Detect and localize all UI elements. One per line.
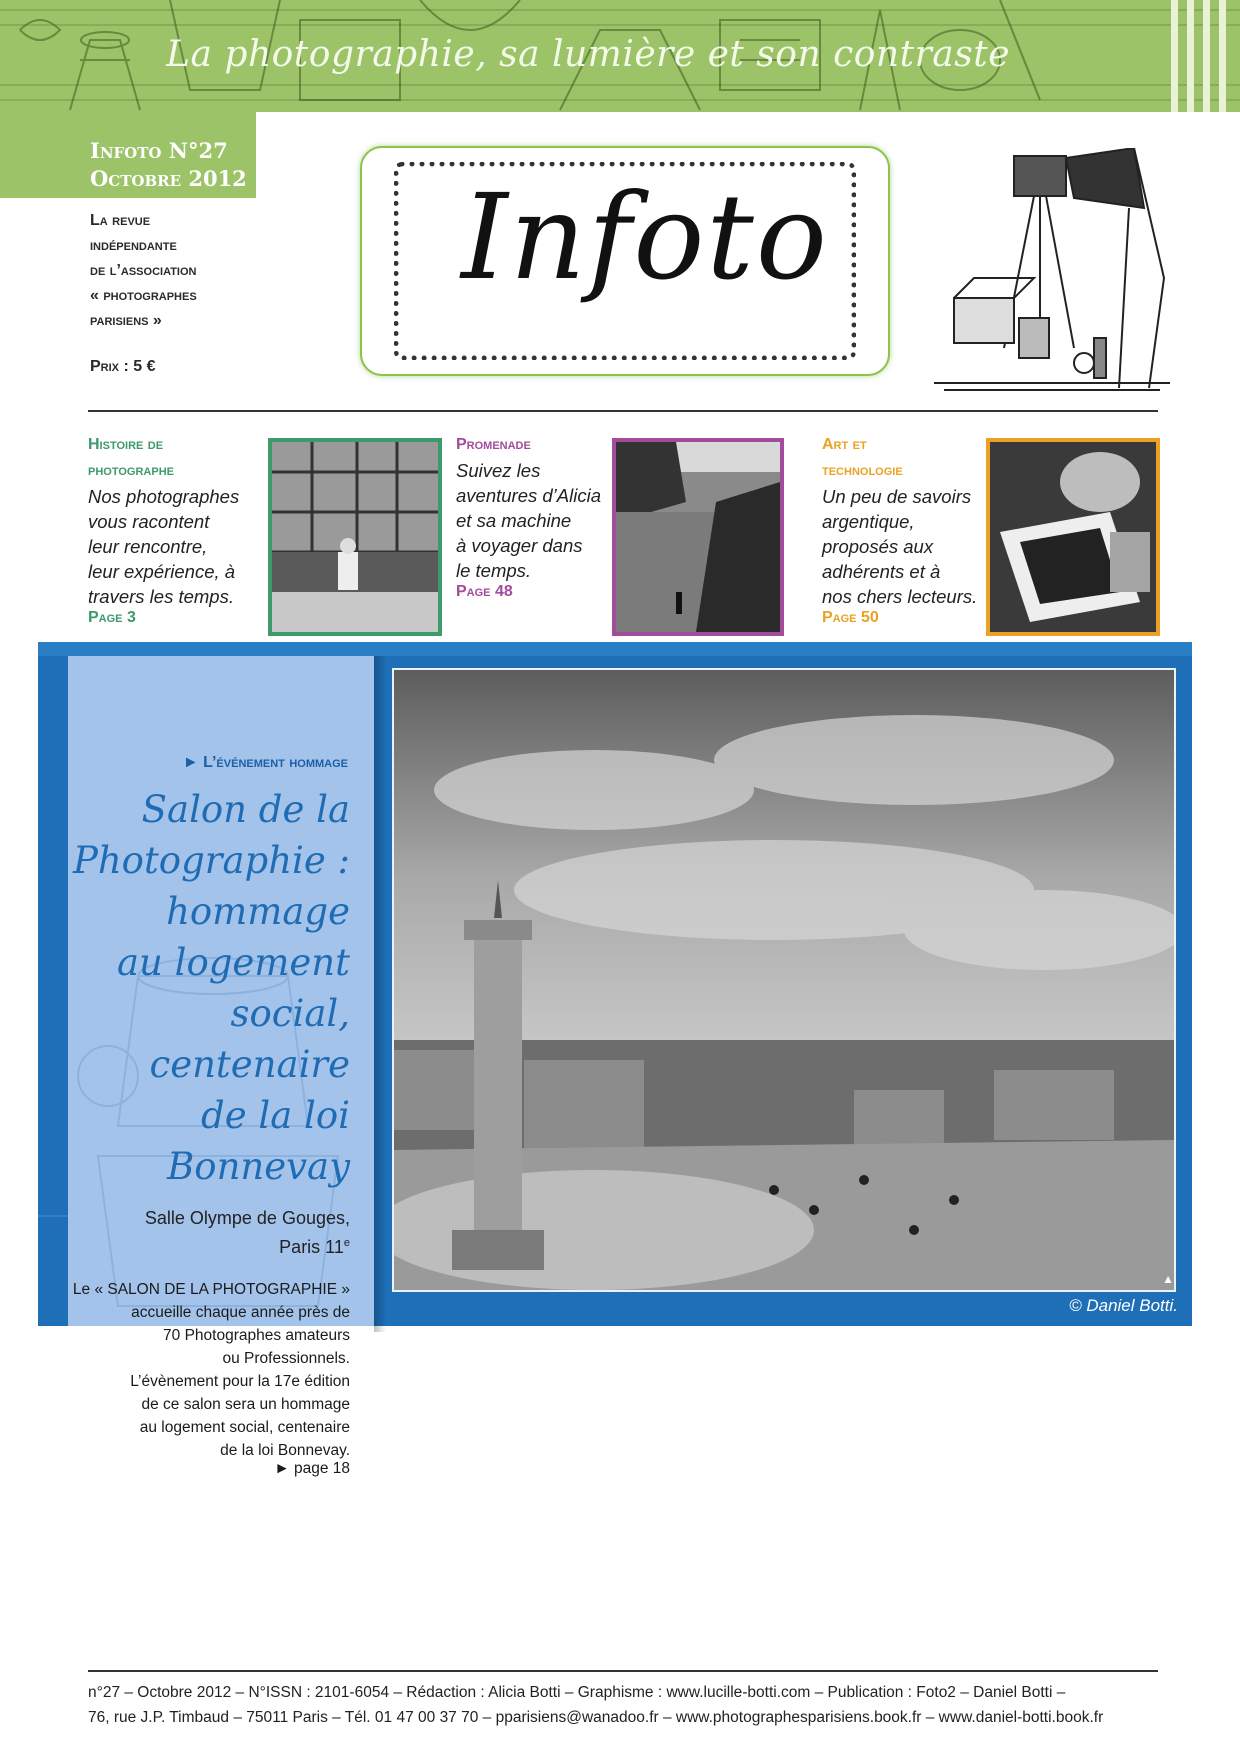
teaser-category: Histoire de photographe xyxy=(88,436,174,479)
teaser-walk xyxy=(456,432,616,601)
teaser-category: Art et technologie xyxy=(822,436,903,479)
feature-photo xyxy=(392,668,1176,1292)
teaser-page-link[interactable]: Page 48 xyxy=(456,583,513,600)
photo-credit: © Daniel Botti. xyxy=(1069,1296,1178,1315)
divider xyxy=(88,410,1158,412)
issue-number: Infoto N°27 xyxy=(90,138,228,163)
teaser-walk-photo xyxy=(612,438,784,636)
colophon xyxy=(88,1680,1168,1730)
publication-description xyxy=(90,208,260,333)
teaser-text: Suivez les aventures d’Alicia et sa machine à voyager dans le temps. xyxy=(456,460,601,581)
photo-child-window xyxy=(272,442,438,632)
description-line: parisiens » xyxy=(90,312,162,329)
photo-river-quay xyxy=(616,442,780,632)
tagline: La photographie, sa lumière et son contraste xyxy=(166,34,1010,75)
teaser-page-link[interactable]: Page 3 xyxy=(88,609,136,626)
sidebar-shadow xyxy=(374,656,386,1332)
teaser-tech xyxy=(822,432,992,627)
issue-date: Octobre 2012 xyxy=(90,166,247,191)
description-line: de l’association xyxy=(90,262,197,279)
teaser-history-photo xyxy=(268,438,442,636)
photo-darkroom xyxy=(990,442,1156,632)
credit-arrow-icon: ▲ xyxy=(1162,1272,1174,1286)
feature-venue: Salle Olympe de Gouges, Paris 11e xyxy=(144,1208,350,1257)
description-line: indépendante xyxy=(90,237,177,254)
feature-body: Le « SALON DE LA PHOTOGRAPHIE » accueille chaque année près de 70 Photographes amateurs ou Professionnels. L’évènement pour la 17e édition de ce salon sera un hommage au logement social, centenaire de la loi Bonnevay. xyxy=(72,1281,350,1459)
teaser-text: Un peu de savoirs argentique, proposés aux adhérents et à nos chers lecteurs. xyxy=(822,486,978,607)
photo-place-de-la-bastille xyxy=(394,670,1174,1290)
teaser-page-link[interactable]: Page 50 xyxy=(822,609,879,626)
teaser-tech-photo xyxy=(986,438,1160,636)
colophon-line: n°27 – Octobre 2012 – N°ISSN : 2101-6054 – Rédaction : Alicia Botti – Graphisme : www.lucille-botti.com – Publication : Foto2 – Daniel Botti – xyxy=(88,1684,1066,1701)
description-line: La revue xyxy=(90,212,151,229)
feature-title: Salon de la Photographie : hommage au logement social, centenaire de la loi Bonnevay xyxy=(72,788,350,1188)
colophon-line: 76, rue J.P. Timbaud – 75011 Paris – Tél. 01 47 00 37 70 – pparisiens@wanadoo.fr – www.photographesparisiens.book.fr – www.daniel-botti.book.fr xyxy=(88,1709,1104,1726)
camera-illustration xyxy=(934,148,1170,398)
teaser-text: Nos photographes vous racontent leur rencontre, leur expérience, à travers les temps. xyxy=(88,486,240,607)
description-line: « photographes xyxy=(90,287,197,304)
feature-kicker: ► L’événement hommage xyxy=(182,754,348,771)
price: Prix : 5 € xyxy=(90,358,156,375)
feature-page-link[interactable]: ► page 18 xyxy=(274,1460,350,1477)
divider xyxy=(88,1670,1158,1672)
banner-stripes xyxy=(1171,0,1226,112)
teaser-category: Promenade xyxy=(456,436,531,453)
logo: Infoto xyxy=(461,168,829,306)
teaser-history xyxy=(88,432,258,627)
